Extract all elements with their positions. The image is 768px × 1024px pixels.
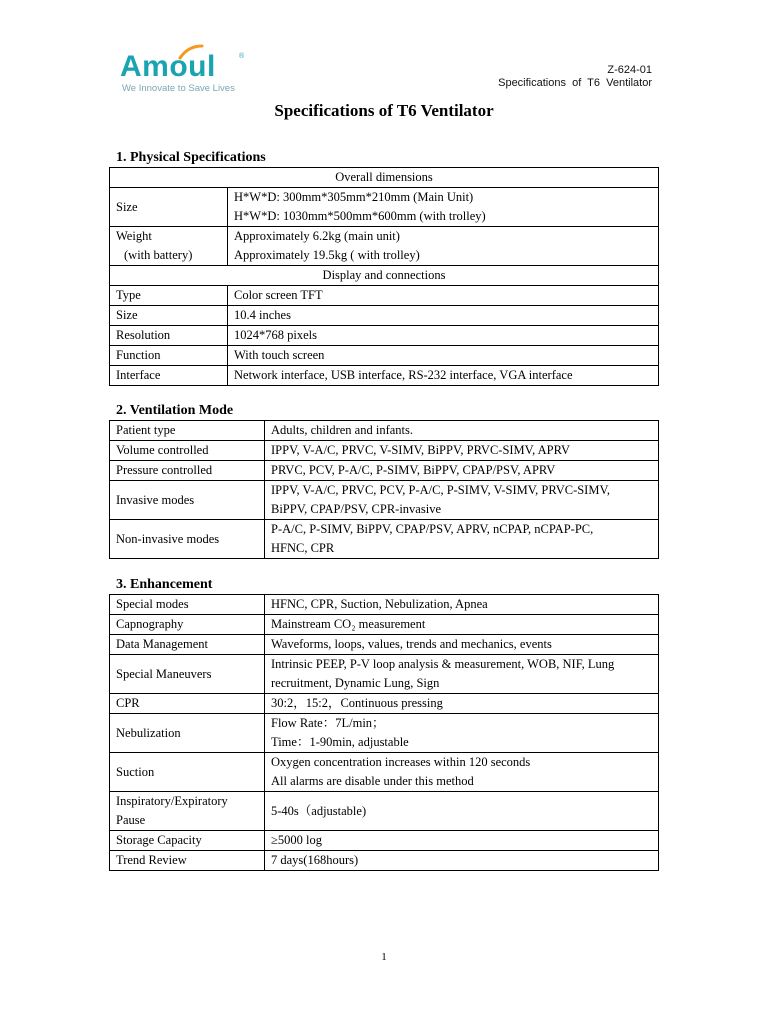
value-line: ≥5000 log (271, 833, 322, 847)
table-row (110, 441, 659, 461)
value-line: P-A/C, P-SIMV, BiPPV, CPAP/PSV, APRV, nCPAP, nCPAP-PC, (271, 522, 594, 536)
value-cell (265, 421, 659, 441)
table-row (110, 831, 659, 851)
logo-wordmark: Amoul (120, 50, 216, 83)
table-row (110, 694, 659, 714)
table-row (110, 188, 659, 227)
table-row (110, 792, 659, 831)
value-cell (228, 227, 659, 266)
enhancement-table (109, 594, 659, 871)
table-row (110, 851, 659, 871)
subheading-cell: Display and connections (110, 266, 659, 286)
value-cell (265, 520, 659, 559)
table-row (110, 286, 659, 306)
table-row (110, 266, 659, 286)
value-cell (265, 615, 659, 635)
label-cell: Interface (110, 366, 228, 386)
label-cell: Suction (110, 753, 265, 792)
value-line: Time：1-90min, adjustable (271, 735, 409, 749)
value-line: 5-40s（adjustable) (271, 803, 367, 818)
value-line: H*W*D: 300mm*305mm*210mm (Main Unit) (234, 190, 474, 204)
logo-swoosh-icon (178, 44, 204, 60)
value-line: IPPV, V-A/C, PRVC, PCV, P-A/C, P-SIMV, V-SIMV, PRVC-SIMV, (271, 483, 611, 497)
table-row (110, 306, 659, 326)
physical-specifications-table (109, 167, 659, 386)
table-row (110, 168, 659, 188)
value-line: 30:2，15:2，Continuous pressing (271, 696, 443, 710)
table-row (110, 366, 659, 386)
table-row (110, 520, 659, 559)
label-cell: Size (110, 188, 228, 227)
label-cell (110, 792, 265, 831)
label-line: (with battery) (124, 248, 193, 262)
table-row (110, 595, 659, 615)
subheading-cell: Overall dimensions (110, 168, 659, 188)
value-cell (265, 851, 659, 871)
value-cell (228, 366, 659, 386)
value-line: HFNC, CPR, Suction, Nebulization, Apnea (271, 597, 488, 611)
value-line: Approximately 6.2kg (main unit) (234, 229, 400, 243)
value-cell (265, 461, 659, 481)
label-cell: Trend Review (110, 851, 265, 871)
label-cell: Function (110, 346, 228, 366)
value-line: HFNC, CPR (271, 541, 335, 555)
value-cell (265, 753, 659, 792)
value-line: PRVC, PCV, P-A/C, P-SIMV, BiPPV, CPAP/PSV, APRV (271, 463, 556, 477)
document-code: Z-624-01 (607, 64, 652, 76)
table-row (110, 753, 659, 792)
value-cell (265, 655, 659, 694)
value-line: Intrinsic PEEP, P-V loop analysis & measurement, WOB, NIF, Lung (271, 657, 615, 671)
value-cell (228, 346, 659, 366)
label-cell: Capnography (110, 615, 265, 635)
value-cell (265, 694, 659, 714)
label-cell: Pressure controlled (110, 461, 265, 481)
value-cell (265, 595, 659, 615)
value-line: Waveforms, loops, values, trends and mechanics, events (271, 637, 552, 651)
table-row (110, 635, 659, 655)
value-cell (265, 481, 659, 520)
value-cell (228, 306, 659, 326)
page-number: 1 (381, 951, 387, 963)
value-cell (228, 286, 659, 306)
label-cell: Non-invasive modes (110, 520, 265, 559)
ventilation-mode-table (109, 420, 659, 559)
label-cell: Special modes (110, 595, 265, 615)
value-line: Color screen TFT (234, 288, 323, 302)
label-line: Weight (116, 229, 152, 243)
value-line: Adults, children and infants. (271, 423, 413, 437)
table-row (110, 461, 659, 481)
value-line: 7 days(168hours) (271, 853, 359, 867)
document-header-subtitle: Specifications of T6 Ventilator (498, 77, 652, 89)
value-cell (265, 441, 659, 461)
table-row (110, 346, 659, 366)
section-title-ventilation-mode: 2. Ventilation Mode (116, 403, 234, 418)
table-row (110, 481, 659, 520)
label-line: Inspiratory/Expiratory (116, 794, 228, 808)
value-cell (265, 714, 659, 753)
label-cell: Resolution (110, 326, 228, 346)
value-line: Approximately 19.5kg ( with trolley) (234, 248, 420, 262)
label-line: Pause (116, 813, 146, 827)
table-row (110, 714, 659, 753)
table-row (110, 655, 659, 694)
value-cell (228, 188, 659, 227)
value-cell (265, 792, 659, 831)
value-line: recruitment, Dynamic Lung, Sign (271, 676, 440, 690)
section-title-enhancement: 3. Enhancement (116, 577, 213, 592)
document-header-info (498, 64, 652, 90)
registered-mark: ® (239, 53, 245, 60)
label-cell: Storage Capacity (110, 831, 265, 851)
table-row (110, 615, 659, 635)
label-cell: Volume controlled (110, 441, 265, 461)
label-cell: Patient type (110, 421, 265, 441)
label-cell: Special Maneuvers (110, 655, 265, 694)
label-cell: CPR (110, 694, 265, 714)
label-cell: Data Management (110, 635, 265, 655)
label-cell: Invasive modes (110, 481, 265, 520)
section-title-physical-specifications: 1. Physical Specifications (116, 150, 266, 165)
value-line: 10.4 inches (234, 308, 291, 322)
value-line: 1024*768 pixels (234, 328, 317, 342)
value-line: With touch screen (234, 348, 325, 362)
value-line: BiPPV, CPAP/PSV, CPR-invasive (271, 502, 441, 516)
amoul-logo (120, 50, 250, 96)
value-cell (228, 326, 659, 346)
value-line: Flow Rate：7L/min； (271, 716, 385, 730)
label-cell (110, 227, 228, 266)
value-line: IPPV, V-A/C, PRVC, V-SIMV, BiPPV, PRVC-SIMV, APRV (271, 443, 570, 457)
table-row (110, 227, 659, 266)
logo-tagline: We Innovate to Save Lives (122, 83, 235, 94)
value-line: Mainstream CO₂ measurement (271, 617, 426, 631)
value-cell (265, 635, 659, 655)
value-line: All alarms are disable under this method (271, 774, 474, 788)
value-line: H*W*D: 1030mm*500mm*600mm (with trolley) (234, 209, 486, 223)
label-cell: Type (110, 286, 228, 306)
table-row (110, 326, 659, 346)
table-row (110, 421, 659, 441)
value-line: Network interface, USB interface, RS-232 interface, VGA interface (234, 368, 573, 382)
label-cell: Size (110, 306, 228, 326)
value-cell (265, 831, 659, 851)
document-title: Specifications of T6 Ventilator (274, 101, 494, 120)
value-line: Oxygen concentration increases within 120 seconds (271, 755, 531, 769)
label-cell: Nebulization (110, 714, 265, 753)
